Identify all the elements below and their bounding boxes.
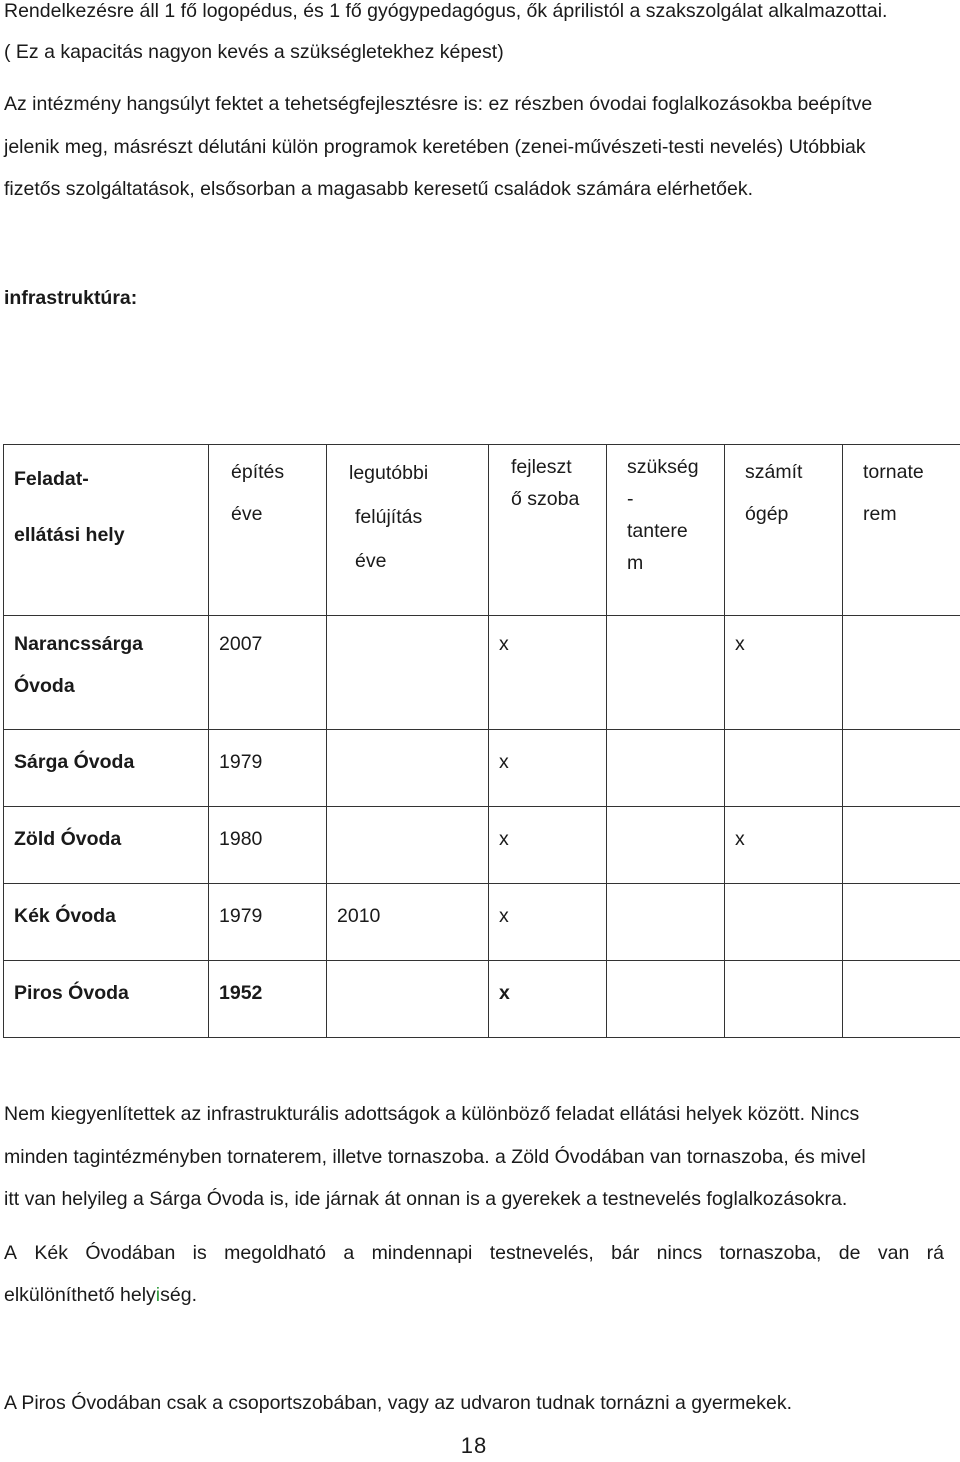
site-name-cell: Piros Óvoda [4, 961, 209, 1038]
header-cell [209, 445, 327, 616]
outro-para-2-line-1 [4, 1232, 944, 1274]
header-text: m [627, 552, 644, 574]
outro-para-2-line-2 [4, 1274, 197, 1316]
dev-room-cell: x [489, 616, 607, 730]
header-text: számít [745, 461, 803, 483]
header-text: Feladat- [14, 468, 89, 490]
dev-room-cell: x [489, 807, 607, 884]
temp-class-cell [607, 807, 725, 884]
header-cell [4, 445, 209, 616]
header-text: építés [231, 461, 285, 483]
temp-class-cell [607, 961, 725, 1038]
header-cell [327, 445, 489, 616]
word: mindennapi [371, 1242, 473, 1264]
site-name-cell: Narancssárga Óvoda [4, 616, 209, 730]
renovated-year-cell [327, 961, 489, 1038]
outro-text: elkülöníthető hely [4, 1284, 156, 1306]
para-2-line-2: jelenik meg, másrészt délutáni külön programok keretében (zenei-művészeti-testi nevelés) Utóbbiak [4, 136, 866, 158]
site-name-cell: Kék Óvoda [4, 884, 209, 961]
word: van [877, 1242, 910, 1264]
table-row [4, 961, 960, 1038]
outro-para-1-line-1: Nem kiegyenlítettek az infrastrukturális adottságok a különböző feladat ellátási helyek között. Nincs [4, 1103, 860, 1125]
computer-cell: x [725, 807, 843, 884]
built-year-cell: 1979 [209, 730, 327, 807]
header-text: felújítás [355, 506, 423, 528]
word: Kék [34, 1242, 68, 1264]
header-text: szükség [627, 456, 699, 478]
renovated-year-cell [327, 807, 489, 884]
outro-para-1-line-2: minden tagintézményben tornaterem, illetve tornaszoba. a Zöld Óvodában van tornaszoba, és mivel [4, 1146, 866, 1168]
table-row [4, 884, 960, 961]
word: megoldható [224, 1242, 327, 1264]
header-text: ő szoba [511, 488, 580, 510]
table-row [4, 616, 960, 730]
gym-cell [843, 730, 960, 807]
outro-text: ség. [160, 1284, 197, 1306]
intro-line-2: ( Ez a kapacitás nagyon kevés a szükségletekhez képest) [4, 41, 504, 63]
renovated-year-cell [327, 616, 489, 730]
para-2-line-1: Az intézmény hangsúlyt fektet a tehetségfejlesztésre is: ez részben óvodai foglalkozásokba beépítve [4, 93, 873, 115]
word: a [343, 1242, 355, 1264]
temp-class-cell [607, 616, 725, 730]
outro-para-3: A Piros Óvodában csak a csoportszobában, vagy az udvaron tudnak tornázni a gyermekek. [4, 1392, 793, 1414]
header-cell [843, 445, 960, 616]
word: testnevelés, [489, 1242, 594, 1264]
infrastructure-table [3, 444, 960, 1038]
header-text: tornate [863, 461, 924, 483]
word: Óvodában [85, 1242, 176, 1264]
header-cell [607, 445, 725, 616]
page-number: 18 [460, 1433, 488, 1458]
temp-class-cell [607, 884, 725, 961]
dev-room-cell: x [489, 961, 607, 1038]
word: nincs [656, 1242, 703, 1264]
computer-cell: x [725, 616, 843, 730]
header-cell [725, 445, 843, 616]
highlighted-letter: i [155, 1284, 161, 1306]
table-row [4, 730, 960, 807]
site-name-cell: Sárga Óvoda [4, 730, 209, 807]
word: bár [611, 1242, 640, 1264]
header-text: rem [863, 503, 897, 525]
word: de [838, 1242, 861, 1264]
para-2-line-3: fizetős szolgáltatások, elsősorban a magasabb keresetű családok számára elérhetőek. [4, 178, 753, 200]
intro-line-1: Rendelkezésre áll 1 fő logopédus, és 1 fő gyógypedagógus, ők áprilistól a szakszolgálat alkalmazottai. [4, 0, 888, 22]
header-text: - [627, 488, 634, 510]
renovated-year-cell [327, 730, 489, 807]
word: A [4, 1242, 18, 1264]
built-year-cell: 1952 [209, 961, 327, 1038]
renovated-year-cell: 2010 [327, 884, 489, 961]
header-text: ellátási hely [14, 524, 125, 546]
computer-cell [725, 884, 843, 961]
word: is [192, 1242, 207, 1264]
word: rá [926, 1242, 944, 1264]
computer-cell [725, 961, 843, 1038]
gym-cell [843, 807, 960, 884]
gym-cell [843, 884, 960, 961]
header-text: fejleszt [511, 456, 572, 478]
computer-cell [725, 730, 843, 807]
section-heading: infrastruktúra: [4, 287, 138, 309]
dev-room-cell: x [489, 884, 607, 961]
site-name-cell: Zöld Óvoda [4, 807, 209, 884]
outro-para-1-line-3: itt van helyileg a Sárga Óvoda is, ide járnak át onnan is a gyerekek a testnevelés foglalkozásokra. [4, 1188, 848, 1210]
header-cell [489, 445, 607, 616]
built-year-cell: 1979 [209, 884, 327, 961]
gym-cell [843, 616, 960, 730]
built-year-cell: 2007 [209, 616, 327, 730]
header-text: tantere [627, 520, 688, 542]
built-year-cell: 1980 [209, 807, 327, 884]
dev-room-cell: x [489, 730, 607, 807]
header-text: éve [355, 550, 387, 572]
header-text: legutóbbi [349, 462, 429, 484]
header-text: ógép [745, 503, 789, 525]
temp-class-cell [607, 730, 725, 807]
word: tornaszoba, [719, 1242, 822, 1264]
table-row [4, 807, 960, 884]
header-text: éve [231, 503, 263, 525]
table-header-row [4, 445, 960, 616]
gym-cell [843, 961, 960, 1038]
